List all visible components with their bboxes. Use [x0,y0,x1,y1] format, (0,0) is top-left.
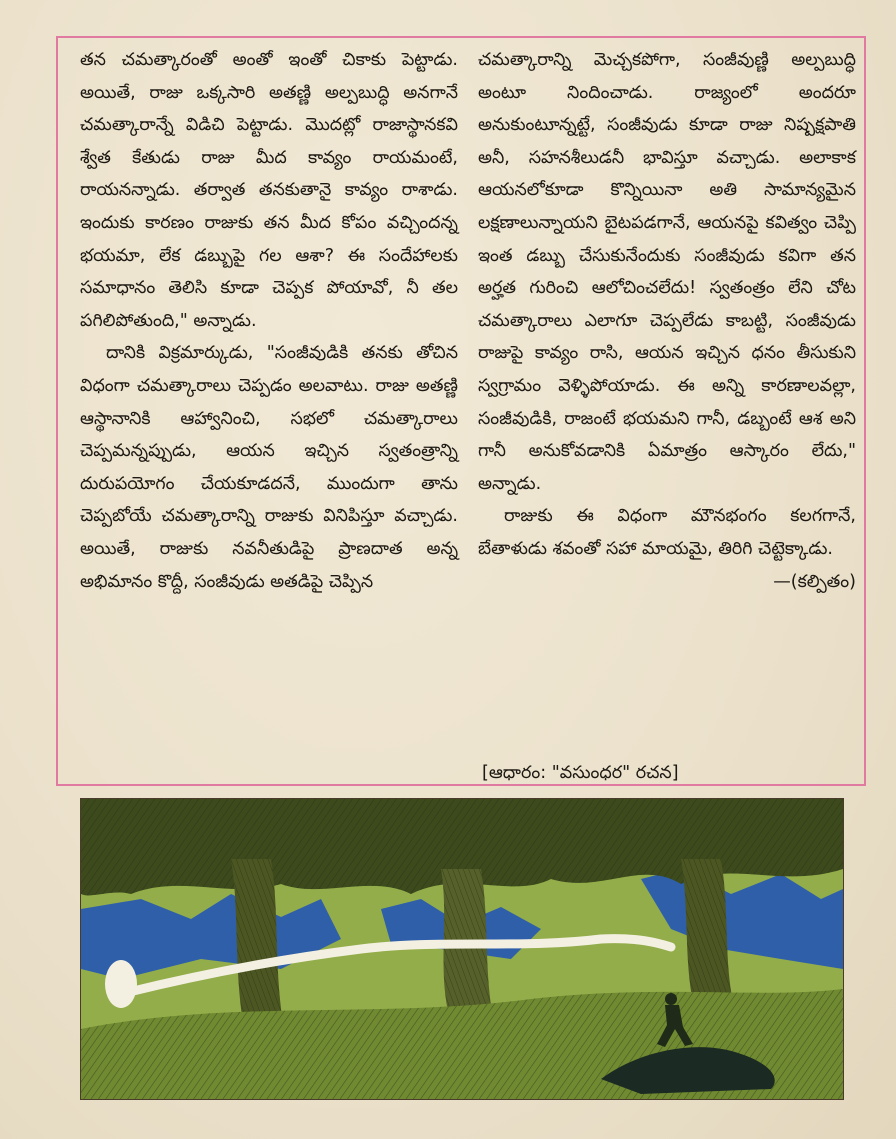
paragraph: దానికి విక్రమార్కుడు, "సంజీవుడికి తనకు తోచిన విధంగా చమత్కారాలు చెప్పడం అలవాటు. రాజు అతణ్ణి ఆస్థానానికి ఆహ్వానించి, సభలో చమత్కారాలు చెప్పమన్నప్పుడు, ఆయన ఇచ్చిన స్వతంత్రాన్ని దురుపయోగం చేయకూడదనే, ముందుగా తాను చెప్పబోయే చమత్కారాన్ని రాజుకు వినిపిస్తూ వచ్చాడు. అయితే, రాజుకు నవనీతుడిపై ప్రాణదాత అన్న అభిమానం కొద్దీ, సంజీవుడు అతడిపై చెప్పిన [80,343,458,592]
forest-scene-image [81,799,843,1099]
paragraph-text: రాజుకు ఈ విధంగా మౌనభంగం కలగగానే, బేతాళుడు శవంతో సహా మాయమై, తిరిగి చెట్టెక్కాడు. [478,506,856,559]
forest-illustration [80,798,844,1100]
right-text-column [478,44,856,598]
left-text-column [80,44,458,598]
paragraph: చమత్కారాన్ని మెచ్చకపోగా, సంజీవుణ్ణి అల్పబుద్ధి అంటూ నిందించాడు. రాజ్యంలో అందరూ అనుకుంటూన్నట్టే, సంజీవుడు కూడా రాజు నిష్పక్షపాతి అనీ, సహనశీలుడనీ భావిస్తూ వచ్చాడు. అలాకాక ఆయనలోకూడా కొన్నియినా అతి సామాన్యమైన లక్షణాలున్నాయని బైటపడగానే, ఆయనపై కవిత్వం చెప్పి ఇంత డబ్బు చేసుకునేందుకు సంజీవుడు కవిగా తన అర్హత గురించి ఆలోచించలేదు! స్వతంత్రం లేని చోట చమత్కారాలు ఎలాగూ చెప్పలేడు కాబట్టి, సంజీవుడు రాజుపై కావ్యం రాసి, ఆయన ఇచ్చిన ధనం తీసుకుని స్వగ్రామం వెళ్ళిపోయాడు. ఈ అన్ని కారణాలవల్లా, సంజీవుడికి, రాజంటే భయమని గానీ, డబ్బంటే ఆశ అని గానీ అనుకోవడానికి ఏమాత్రం ఆస్కారం లేదు," అన్నాడు. [478,50,856,494]
paragraph [478,500,856,592]
source-credit: [ఆధారం: "వసుంధర" రచన] [482,763,679,783]
paragraph: తన చమత్కారంతో అంతో ఇంతో చికాకు పెట్టాడు. అయితే, రాజు ఒక్కసారి అతణ్ణి అల్పబుద్ధి అనగానే చమత్కారాన్నే విడిచి పెట్టాడు. మొదట్లో రాజాస్థానకవి శ్వేత కేతుడు రాజు మీద కావ్యం రాయమంటే, రాయనన్నాడు. తర్వాత తనకుతానై కావ్యం రాశాడు. ఇందుకు కారణం రాజుకు తన మీద కోపం వచ్చిందన్న భయమా, లేక డబ్బుపై గల ఆశా? ఈ సందేహాలకు సమాధానం తెలిసి కూడా చెప్పక పోయావో, నీ తల పగిలిపోతుంది," అన్నాడు. [80,50,458,331]
story-tag: —(కల్పితం) [773,571,856,592]
